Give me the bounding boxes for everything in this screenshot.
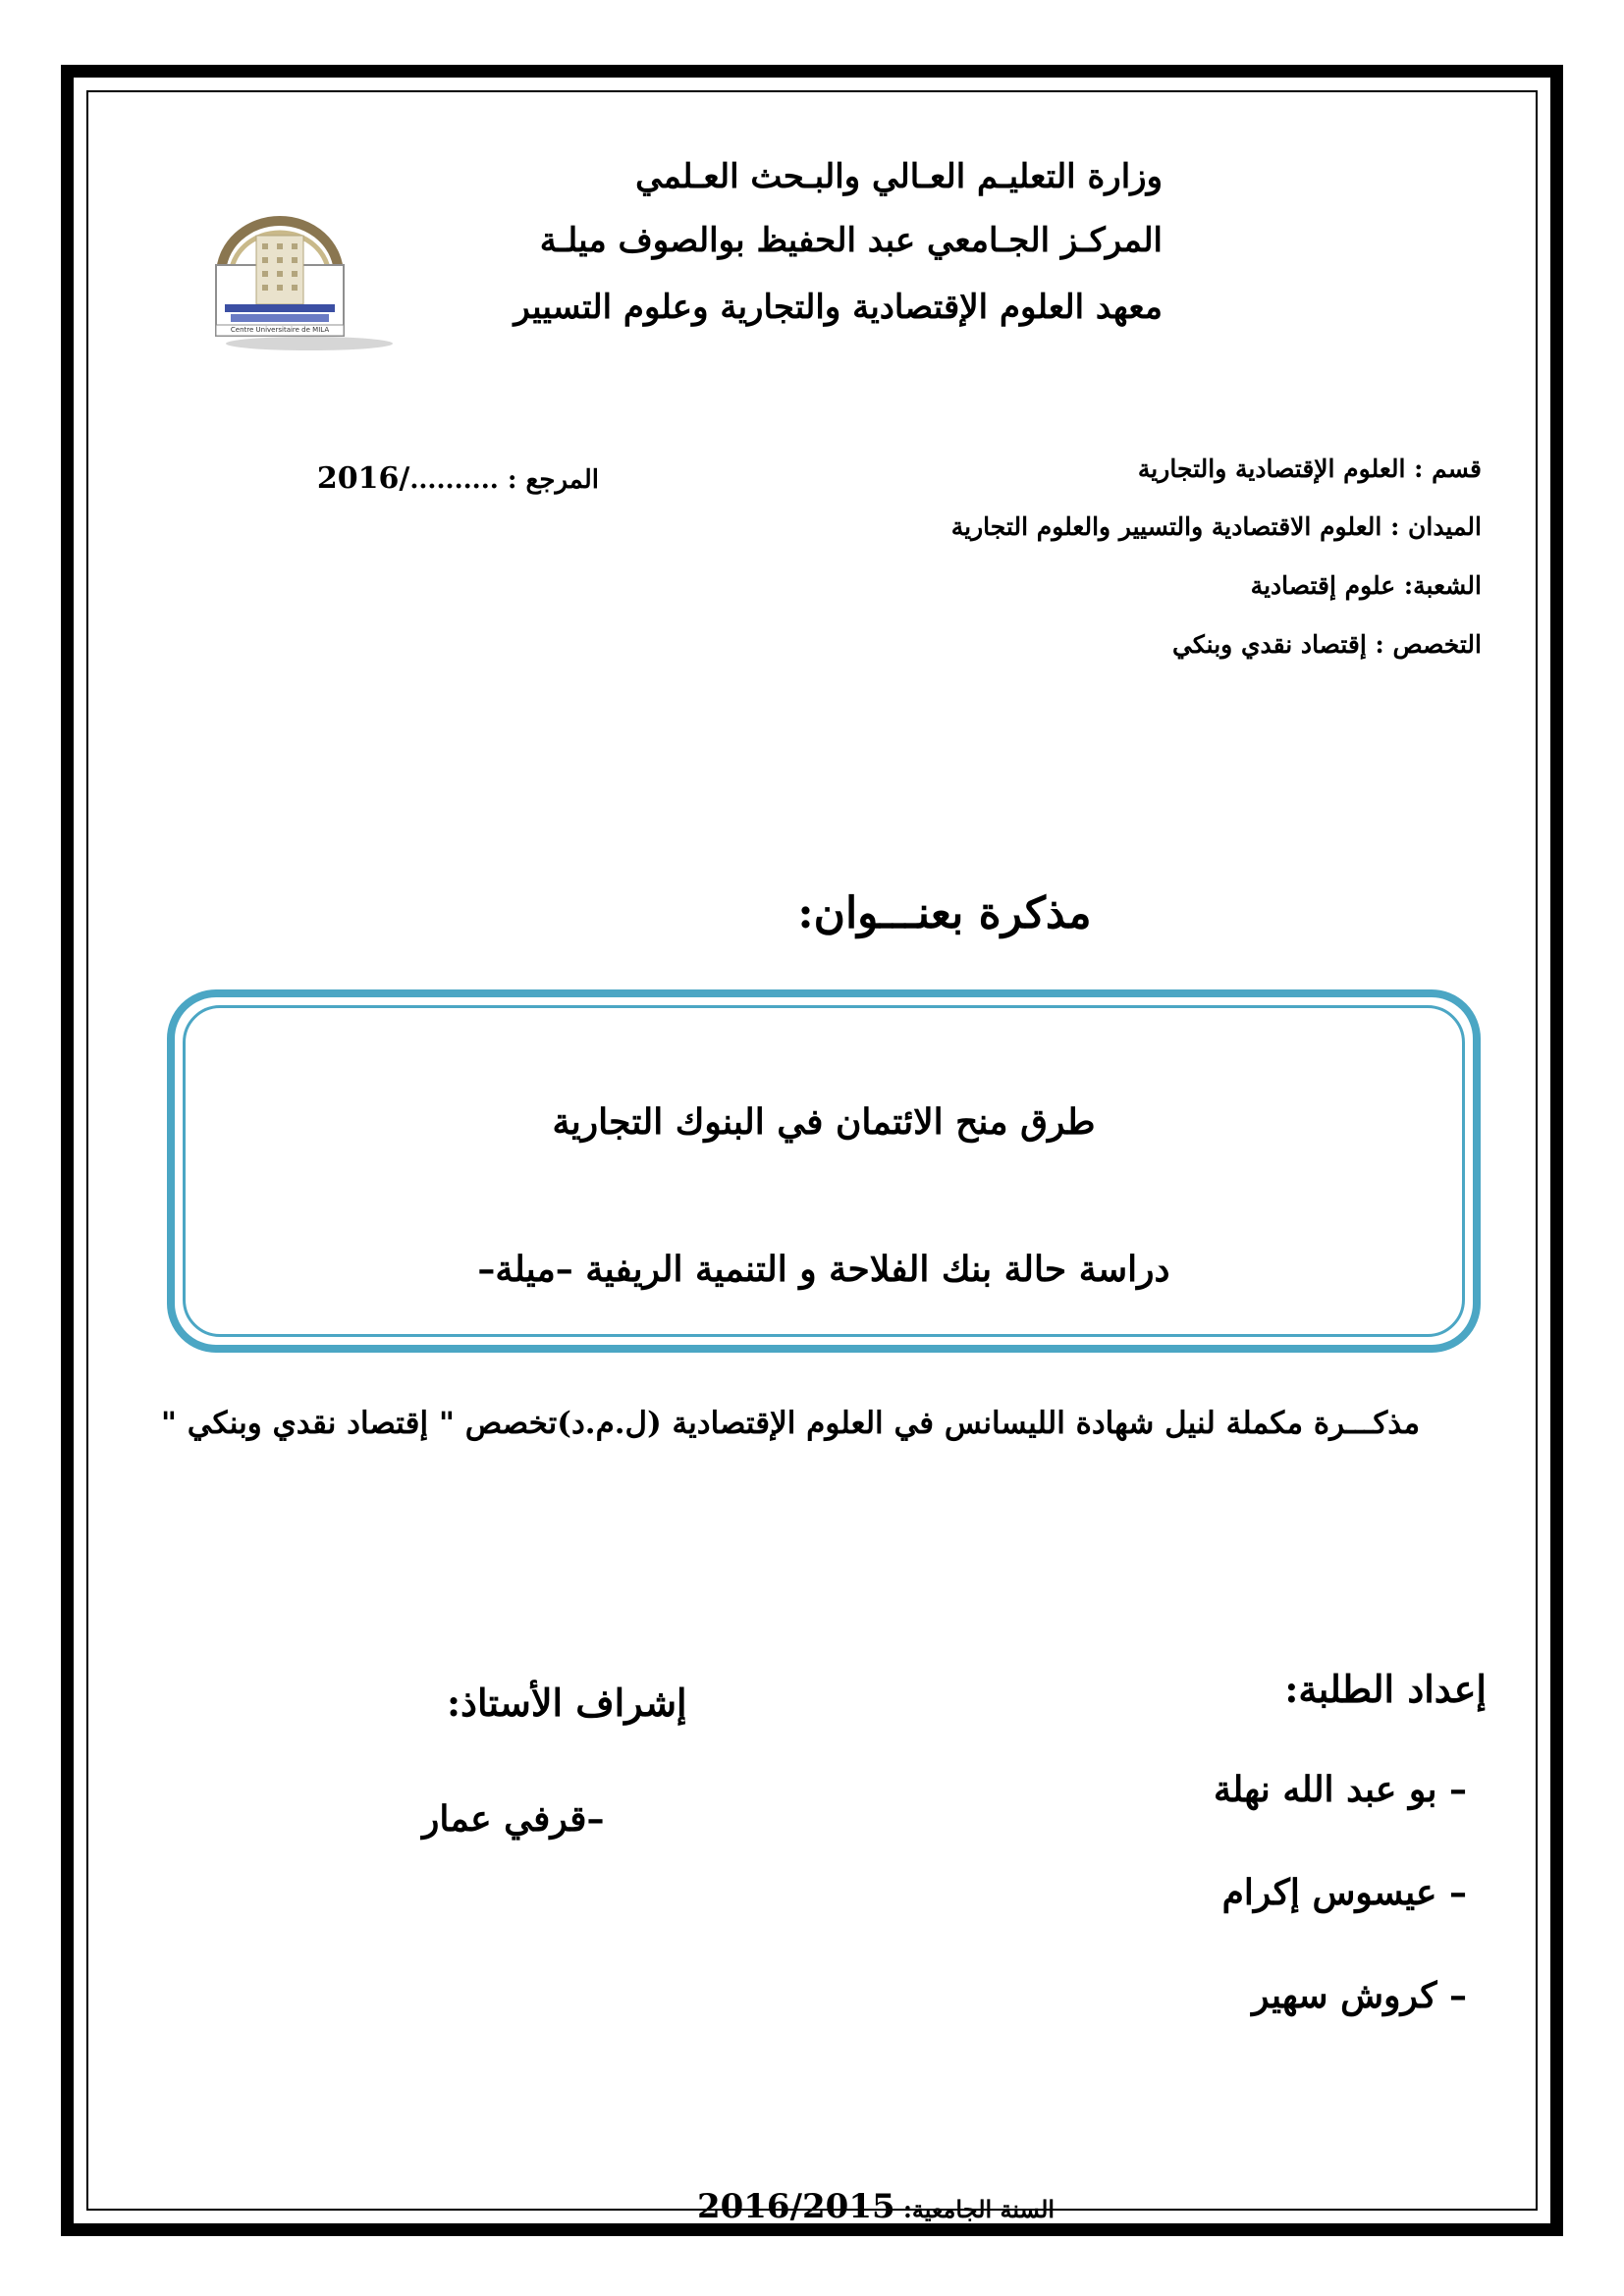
institute-line: معهد العلوم الإقتصادية والتجارية وعلوم التسيير <box>514 288 1163 327</box>
supervisor-label: إشراف الأستاذ: <box>447 1681 687 1725</box>
specialty-line: التخصص : إقتصاد نقدي وبنكي <box>1172 630 1482 659</box>
logo-caption: Centre Universitaire de MILA <box>230 326 330 334</box>
reference-label: المرجع : <box>507 465 599 495</box>
academic-year-value: 2016/2015 <box>696 2187 895 2226</box>
branch-line: الشعبة: علوم إقتصادية <box>1250 571 1482 600</box>
supervisor-name: –قرفي عمار <box>422 1798 605 1840</box>
reference-dots: .......... <box>409 465 499 495</box>
university-logo <box>201 206 398 353</box>
degree-statement: مذكـــرة مكملة لنيل شهادة الليسانس في العلوم الإقتصادية (ل.م.د)تخصص " إقتصاد نقدي وبنكي " <box>160 1406 1421 1441</box>
thesis-title: طرق منح الائتمان في البنوك التجارية <box>552 1101 1096 1143</box>
case-study-subtitle: دراسة حالة بنك الفلاحة و التنمية الريفية –ميلة– <box>477 1249 1170 1290</box>
reference-field <box>285 461 599 496</box>
academic-year-label: السنة الجامعية: <box>903 2195 1056 2223</box>
academic-year <box>0 2187 1624 2226</box>
field-line: الميدان : العلوم الاقتصادية والتسيير والعلوم التجارية <box>950 512 1482 541</box>
memo-heading: مذكرة بعنـــوان: <box>797 888 1092 938</box>
department-line: قسم : العلوم الإقتصادية والتجارية <box>1137 454 1482 483</box>
reference-year: 2016/ <box>316 461 410 496</box>
student-name: – عيسوس إكرام <box>1221 1872 1467 1913</box>
student-name: – بو عبد الله نهلة <box>1213 1769 1467 1810</box>
student-name: – كروش سهير <box>1252 1975 1467 2016</box>
university-line: المركـز الجـامعي عبد الحفيظ بوالصوف ميلـة <box>539 221 1163 260</box>
students-label: إعداد الطلبة: <box>1284 1667 1487 1711</box>
ministry-line: وزارة التعليـم العـالي والبـحث العـلمي <box>635 157 1163 196</box>
